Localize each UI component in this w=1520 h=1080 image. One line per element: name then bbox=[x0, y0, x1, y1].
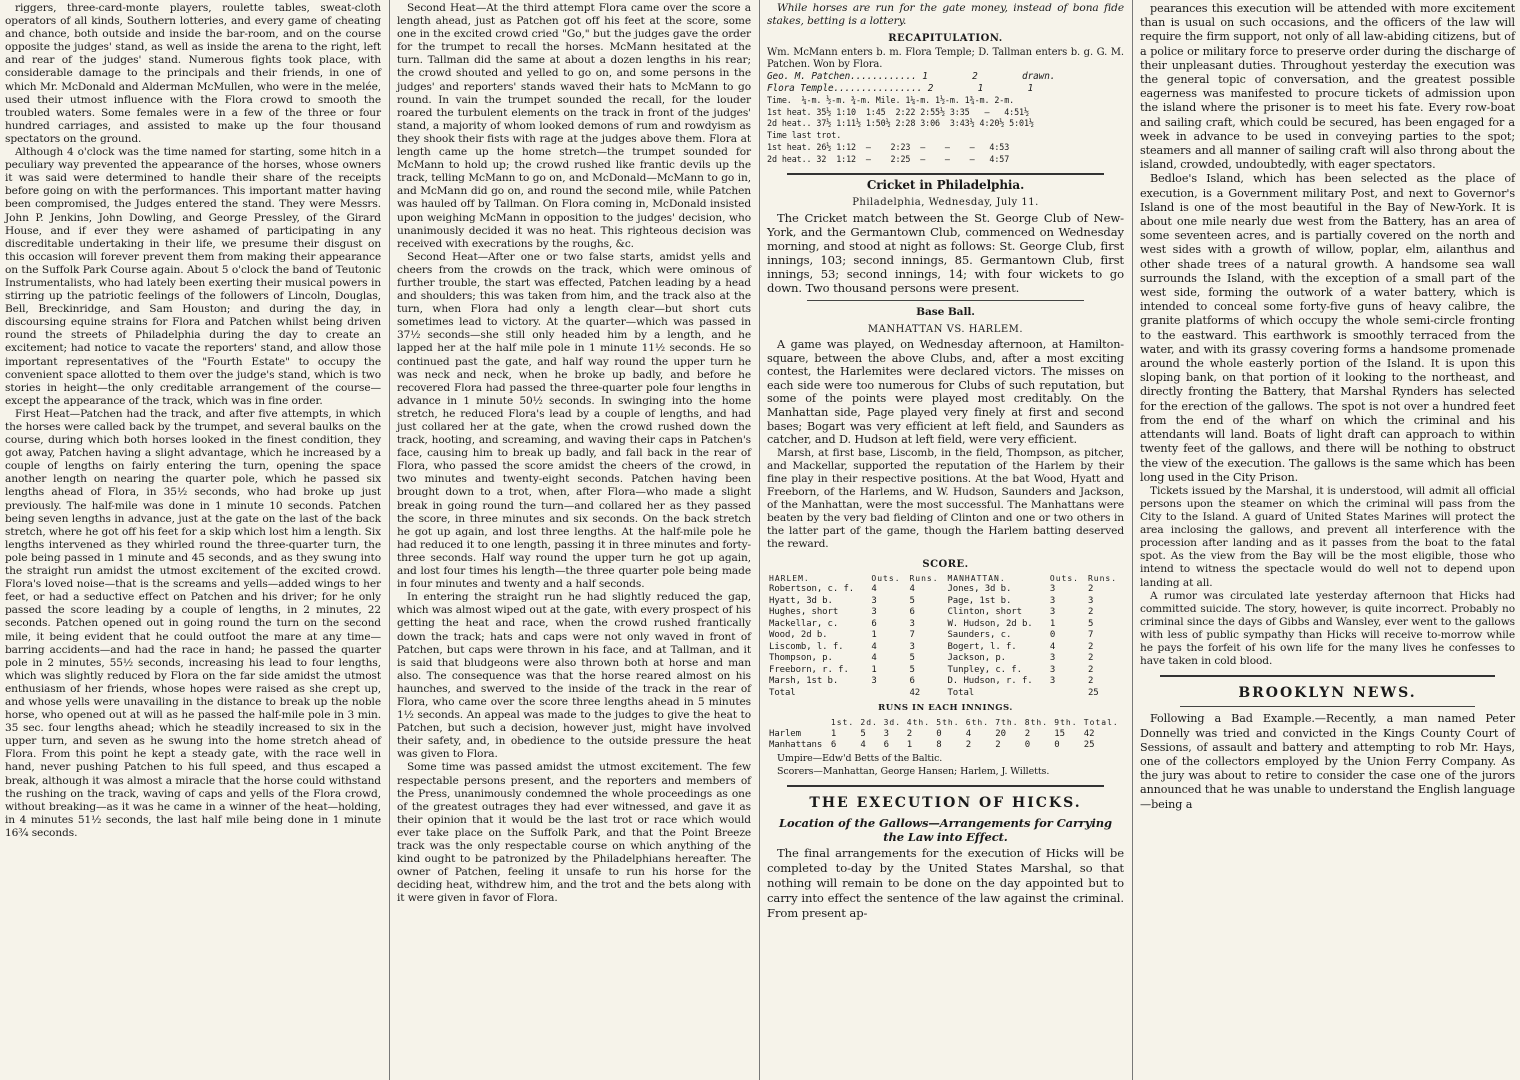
table-cell: 5 bbox=[1087, 618, 1094, 629]
baseball-heading: Base Ball. bbox=[916, 305, 975, 318]
divider bbox=[787, 785, 1104, 787]
scorers-line: Scorers—Manhattan, George Hansen; Harlem, J. Willetts. bbox=[777, 765, 1050, 777]
innings-table bbox=[767, 717, 1124, 752]
recap-row: Flora Temple................ 2 1 1 bbox=[767, 83, 1034, 95]
article-paragraph: Some time was passed amidst the utmost excitement. The few respectable persons present, and the reporters and members of the Press, unanimously condemned the whole proceedings as one of the greatest outrages they had ever witnessed, and gave it as their opinion that it would be the last trot or race which would ever take place on the Suffolk Park, and that the Point Breeze track was the only respectable course on which anything of the kind ought to be patronized by the Philadelphians hereafter. The owner of Patchen, feeling it unsafe to run his horse for the deciding heat, withdrew him, and the trot and the bets along with it were given in favor of Flora. bbox=[397, 761, 751, 905]
umpire-line: Umpire—Edw'd Betts of the Baltic. bbox=[777, 752, 943, 764]
table-cell: 4 bbox=[860, 740, 866, 751]
table-cell: Robertson, c. f. bbox=[769, 584, 855, 595]
table-cell: 3 bbox=[1087, 595, 1094, 606]
table-cell: 25 bbox=[1087, 687, 1099, 698]
table-cell: Tunpley, c. f. bbox=[947, 664, 1022, 675]
baseball-subheading: MANHATTAN VS. HARLEM. bbox=[867, 323, 1024, 335]
table-header-cell: 7th. bbox=[995, 718, 1019, 728]
article-paragraph: Second Heat—After one or two false starts, amidst yells and cheers from the crowds on the track, which were ominous of further trouble, the start was effected, Patchen leading by a head and shoulders; this was taken from him, and the track also at the turn, when Flora had only a length clear—but short cuts sometimes lead to victory. At the quarter—which was passed in 37½ seconds—she still only headed him by a length, and he lapped her at the half mile pole in 1 minute 11½ seconds. He so continued past the gate, and half way round the upper turn he was neck and neck, when he broke up badly, and before he recovered Flora had passed the three-quarter pole four lengths in advance in 1 minute 50½ seconds. In swinging into the home stretch, he reduced Flora's lead by a couple of lengths, and had just collared her at the gate, when the crowd rushed down the track, hooting, and screaming, and waving their caps in Patchen's face, causing him to break up badly, and fall back in the rear of Flora, who passed the score amidst the cheers of the crowd, in two minutes and twenty-eight seconds. Patchen having been brought down to a trot, when, after Flora—who made a slight break in going round the turn—and collared her as they passed the score, in three minutes and six seconds. On the back stretch he got up again, and lost three lengths. At the half-mile pole he had reduced it to one length, passing it in three minutes and forty-three seconds. Half way round the upper turn he got up again, and lost four times his length—the three quarter pole being made in four minutes and twenty and a half seconds. bbox=[397, 250, 751, 591]
table-header-cell: Total. bbox=[1083, 718, 1119, 728]
table-cell: 3 bbox=[883, 728, 889, 739]
table-row bbox=[767, 607, 1124, 619]
table-cell: D. Hudson, r. f. bbox=[947, 676, 1033, 687]
table-cell: Jones, 3d b. bbox=[947, 584, 1012, 595]
table-cell: 20 bbox=[995, 728, 1006, 739]
time-row: 2d heat.. 32 1:12 — 2:25 — — — 4:57 bbox=[767, 153, 1010, 164]
article-paragraph: Tickets issued by the Marshal, it is understood, will admit all official persons upon the steamer on which the criminal will pass from the City to the Island. A guard of United States Marines will protect the area inclosing the gallows, and prevent all interference with the procession after landing and as it passes from the boat to the fatal spot. As the view from the Bay will be the most eligible, those who intend to witness the spectacle would do well not to depend upon landing at all. bbox=[1140, 484, 1515, 589]
table-cell: 1 bbox=[906, 740, 913, 751]
table-row bbox=[767, 740, 1124, 752]
table-cell: Manhattans bbox=[769, 740, 823, 751]
table-cell: 2 bbox=[906, 728, 913, 739]
table-cell: 3 bbox=[1049, 595, 1056, 606]
column-rule bbox=[759, 0, 760, 1080]
column-rule bbox=[1132, 0, 1133, 1080]
table-cell: 2 bbox=[1087, 664, 1094, 675]
table-cell: 1 bbox=[830, 728, 837, 739]
table-cell: 1 bbox=[871, 664, 877, 675]
table-cell: 6 bbox=[883, 740, 889, 751]
time-row: 1st heat. 26½ 1:12 — 2:23 — — — 4:53 bbox=[767, 142, 1010, 153]
innings-table-body bbox=[767, 729, 1124, 752]
article-paragraph: Second Heat—At the third attempt Flora came over the score a length ahead, just as Patchen got off his feet at the score, some one in the excited crowd cried "Go," but the judges gave the order for the trumpet to recall the horses. McMann hesitated at the turn. Tallman did the same at about a dozen lengths in his rear; the crowd shouted and yelled to go on, and some persons in the judges' and reporters' stands waved their hats to McMann to go round. In vain the trumpet sounded the recall, for the louder roared the turbulent elements on the track in front of the judges' stand, a majority of whom looked demons of rum and rowdyism as they shook their fists with rage at the judges above them. Flora at length came up the home stretch—the trumpet sounded for McMann to hold up; the crowd rushed like frantic devils up the track, telling McMann to go on, and McDonald—McMann to go in, and McMann did go on, and round the second mile, while Patchen was hauled off by Tallman. On Flora coming in, McDonald insisted upon weighing McMann in opposition to the judges' decision, who unanimously decided it was no heat. This righteous decision was received with execrations by the roughs, &c. bbox=[397, 2, 751, 250]
table-cell: Marsh, 1st b. bbox=[769, 676, 839, 687]
table-cell: 6 bbox=[830, 740, 837, 751]
table-cell: 2 bbox=[1087, 676, 1094, 687]
table-cell: 2 bbox=[995, 740, 1001, 751]
table-cell: 3 bbox=[1049, 607, 1056, 618]
time-row: Time last trot. bbox=[767, 130, 842, 141]
score-heading: SCORE. bbox=[922, 558, 969, 570]
table-row bbox=[767, 596, 1124, 608]
table-header-cell: MANHATTAN. bbox=[947, 573, 1006, 583]
table-row bbox=[767, 653, 1124, 665]
execution-text: The final arrangements for the execution of Hicks will be completed to-day by the United States Marshal, so that nothing will remain to be done on the day appointed but to carry into effect the sentence of the law against the criminal. From present ap- bbox=[767, 846, 1124, 920]
column-2 bbox=[392, 0, 756, 1080]
table-cell: 5 bbox=[909, 595, 915, 606]
table-cell: 6 bbox=[909, 607, 915, 618]
execution-heading: THE EXECUTION OF HICKS. bbox=[809, 794, 1082, 811]
table-row bbox=[767, 729, 1124, 741]
table-cell bbox=[869, 688, 907, 700]
table-cell: Wood, 2d b. bbox=[769, 630, 828, 641]
divider bbox=[1180, 706, 1475, 707]
brooklyn-heading: BROOKLYN NEWS. bbox=[1238, 685, 1417, 702]
table-cell: 2 bbox=[1024, 728, 1031, 739]
article-paragraph: First Heat—Patchen had the track, and after five attempts, in which the horses were called back by the trumpet, and several baulks on the course, during which both horses looked in the finest condition, they got away, Patchen having a slight advantage, which he increased by a couple of lengths on fairly entering the turn, opening the space another length on nearing the quarter pole, which he passed six lengths ahead of Flora, in 35½ seconds, who had broke up just previously. The half-mile was done in 1 minute 10 seconds. Patchen being seven lengths in advance, just at the gate on the last of the back stretch, where he got off his feet for a skip which lost him a length. Six lengths intervened as they whirled round the three-quarter turn, the pole being passed in 1 minute and 45 seconds, and as they swung into the straight run amidst the utmost excitement of the excited crowd. Flora's loved noise—that is the screams and yells—added wings to her feet, or had a seductive effect on Patchen and his driver; for he only passed the score leading by a couple of lengths, in 2 minutes, 22 seconds. Patchen opened out in going round the turn on the second mile, it being evident that he could outfoot the mare at any time—barring accidents—and had the race in hand; he passed the quarter pole in 2 minutes, 55½ seconds, increasing his lead to four lengths, which was slightly reduced by Flora on the far side amidst the utmost enthusiasm of her friends, whose hopes were raised as she crept up, and whose yells were unavailing in the distance to break up the noble horse, who opened out at will as he passed the half-mile pole in 3 min. 35 sec. four lengths ahead; which he steadily increased to six in the upper turn, and seven as he swung into the home stretch ahead of Flora. From this point he kept a steady gate, with the race well in hand, never pushing Patchen to his full speed, and thus escaped a break, although it was almost a miracle that the horse could withstand the rushing on the track, waving of caps and yells of the Flora crowd, without breaking—as it was he came in a winner of the heat—holding, in 4 minutes 51½ seconds, the last half mile being done in 1 minute 16¾ seconds. bbox=[5, 407, 381, 839]
table-cell: Liscomb, l. f. bbox=[769, 641, 844, 652]
table-header-cell: HARLEM. bbox=[769, 573, 810, 583]
table-row bbox=[767, 619, 1124, 631]
article-paragraph: riggers, three-card-monte players, roulette tables, sweat-cloth operators of all kinds, Southern lotteries, and every game of cheating and chance, both outside and inside the bar-room, and on the course opposite the judges' stand, as well as inside the arena to the right, left and rear of the judges' stand. Numerous fights took place, with considerable damage to the principals and their friends, in one of which Mr. McDonald and Alderman McMullen, who were in the melée, used their utmost influence with the Flora crowd to smooth the troubled waters. Some females were in a few of the three or four hundred carriages, and assisted to make up the four thousand spectators on the ground. bbox=[5, 2, 381, 145]
table-cell: Saunders, c. bbox=[947, 630, 1012, 641]
table-cell: 6 bbox=[871, 618, 877, 629]
table-header-cell: 1st. bbox=[830, 718, 855, 728]
table-cell: 2 bbox=[1087, 653, 1094, 664]
recap-heading: RECAPITULATION. bbox=[888, 33, 1003, 45]
baseball-text: Marsh, at first base, Liscomb, in the field, Thompson, as pitcher, and Mackellar, supported the reputation of the Harlem by their fine play in their respective positions. At the bat Wood, Hyatt and Freeborn, of the Harlems, and W. Hudson, Saunders and Jackson, of the Manhattan, were the most successful. The Manhattans were beaten by the very bad fielding of Clinton and one or two others in the latter part of the game, though the Harlem batting deserved the reward. bbox=[767, 446, 1124, 551]
recap-row: Geo. M. Patchen............ 1 2 drawn. bbox=[767, 71, 1056, 83]
table-cell: 3 bbox=[871, 676, 877, 687]
time-row: 2d heat.. 37½ 1:11½ 1:50½ 2:28 3:06 3:43½ 4:20½ 5:01½ bbox=[767, 118, 1034, 129]
article-paragraph: A rumor was circulated late yesterday afternoon that Hicks had committed suicide. The story, however, is quite incorrect. Probably no criminal since the days of Gibbs and Wansley, ever went to the gallows with less of public sympathy than Hicks will receive to-morrow while he pays the forfeit of his own life for the many lives he confesses to have taken in cold blood. bbox=[1140, 589, 1515, 668]
table-cell: Freeborn, r. f. bbox=[769, 664, 849, 675]
table-cell: 2 bbox=[1087, 584, 1094, 595]
table-cell: 6 bbox=[909, 676, 915, 687]
table-cell: 5 bbox=[909, 664, 915, 675]
time-row: Time. ¼-m. ½-m. ¾-m. Mile. 1¼-m. 1½-m. 1¾-m. 2-m. bbox=[767, 94, 1015, 105]
table-cell: 0 bbox=[1024, 740, 1031, 751]
table-cell: Jackson, p. bbox=[947, 653, 1006, 664]
divider bbox=[1160, 675, 1495, 677]
table-cell: 2 bbox=[1087, 607, 1094, 618]
table-header-cell: 2d. bbox=[860, 718, 878, 728]
table-row bbox=[767, 630, 1124, 642]
table-cell: Clinton, short bbox=[947, 607, 1022, 618]
table-cell: 5 bbox=[860, 728, 866, 739]
article-paragraph: Bedloe's Island, which has been selected as the place of execution, is a Government military Post, and next to Governor's Island is one of the most beautiful in the Bay of New-York. It is about one mile nearly due west from the Battery, has an area of some seventeen acres, and is partially covered on the north and west sides with a growth of willow, poplar, elm, ailanthus and other shade trees of a natural growth. A handsome sea wall surrounds the Island, with the exception of a small part of the west side, forming the outwork of a water battery, which is intended to conceal some forty-five guns of heavy calibre, the granite platforms of which occupy the whole semi-circle fronting to the eastward. This earthwork is smoothly terraced from the water, and with its grassy covering forms a handsome promenade around the whole easterly portion of the Island. It is upon this sloping bank, on that portion of it looking to the northeast, and directly fronting the Battery, that Marshal Rynders has selected for the erection of the gallows. The spot is not over a hundred feet from the end of the wharf on which the criminal and his attendants will land. Boats of light draft can approach to within twenty feet of the gallows, and there will be nothing to obstruct the view of the execution. The gallows is the same which has been long used in the City Prison. bbox=[1140, 172, 1515, 484]
table-cell: 3 bbox=[909, 641, 915, 652]
divider bbox=[807, 300, 1084, 301]
table-cell: Harlem bbox=[769, 728, 801, 739]
table-row bbox=[767, 642, 1124, 654]
time-row: 1st heat. 35½ 1:10 1:45 2:22 2:55½ 3:35 — 4:51½ bbox=[767, 106, 1029, 117]
table-cell: 4 bbox=[871, 653, 877, 664]
innings-table-header bbox=[767, 717, 1124, 729]
baseball-text: A game was played, on Wednesday afternoon, at Hamilton-square, between the above Clubs, and, after a most exciting contest, the Harlemites were declared victors. The misses on each side were too numerous for Clubs of such reputation, but some of the points were played most creditably. On the Manhattan side, Page played very finely at first and second bases; Bogart was very efficient at left field, and Saunders as catcher, and D. Hudson at left field, were very efficient. bbox=[767, 338, 1124, 447]
table-header-cell: Outs. bbox=[1049, 573, 1079, 583]
table-row bbox=[767, 584, 1124, 596]
table-cell: W. Hudson, 2d b. bbox=[947, 618, 1033, 629]
table-cell bbox=[1048, 688, 1086, 700]
table-cell: 3 bbox=[1049, 653, 1056, 664]
table-header-cell: 9th. bbox=[1054, 718, 1078, 728]
table-cell: Total bbox=[769, 687, 796, 698]
table-cell: Hughes, short bbox=[769, 607, 839, 618]
table-cell: 3 bbox=[1049, 664, 1056, 675]
table-cell: 4 bbox=[1049, 641, 1056, 652]
column-4 bbox=[1135, 0, 1520, 1080]
table-header-cell: Outs. bbox=[871, 573, 901, 583]
table-cell: 15 bbox=[1054, 728, 1065, 739]
table-cell: Mackellar, c. bbox=[769, 618, 839, 629]
table-header-cell bbox=[767, 717, 829, 729]
table-cell: 25 bbox=[1083, 740, 1095, 751]
column-rule bbox=[389, 0, 390, 1080]
table-cell: 5 bbox=[909, 653, 915, 664]
brooklyn-text: Following a Bad Example.—Recently, a man named Peter Donnelly was tried and convicted in the Kings County Court of Sessions, of assault and battery and attempting to rob Mr. Hays, one of the collectors employed by the Union Ferry Company. As the jury was about to retire to consider the case one of the jurors announced that he was unable to understand the English language—being a bbox=[1140, 712, 1515, 811]
table-cell: 7 bbox=[1087, 630, 1094, 641]
score-table-header bbox=[767, 573, 1124, 585]
cricket-text: The Cricket match between the St. George Club of New-York, and the Germantown Club, commenced on Wednesday morning, and stood at night as follows: St. George Club, first innings, 103; second innings, 85. Germantown Club, first innings, 53; second innings, 14; with four wickets to go down. Two thousand persons were present. bbox=[767, 210, 1124, 295]
column-3 bbox=[762, 0, 1129, 1080]
article-paragraph: In entering the straight run he had slightly reduced the gap, which was almost wiped out at the gate, with every prospect of his getting the heat and race, when the crowd rushed frantically down the track; hats and caps were not only waved in front of Patchen, but caps were thrown in his face, and at Tallman, and it is said that bludgeons were also thrown both at horse and man also. The consequence was that the horse reared almost on his haunches, and swerved to the inside of the track in the rear of Flora, who came over the score three lengths ahead in 5 minutes 1½ seconds. An appeal was made to the judges to give the heat to Patchen, but such a decision, however just, might have involved their safety, and, in obedience to the outside pressure the heat was given to Flora. bbox=[397, 591, 751, 761]
divider bbox=[787, 173, 1104, 175]
table-cell: 8 bbox=[936, 740, 942, 751]
table-cell: 3 bbox=[1049, 584, 1056, 595]
table-cell: 0 bbox=[936, 728, 942, 739]
table-header-cell: 5th. bbox=[936, 718, 960, 728]
table-cell: Page, 1st b. bbox=[947, 595, 1012, 606]
table-cell: 3 bbox=[871, 595, 877, 606]
table-cell: 1 bbox=[1049, 618, 1056, 629]
table-cell: 2 bbox=[965, 740, 972, 751]
cricket-heading: Cricket in Philadelphia. bbox=[866, 177, 1025, 192]
table-cell: Thompson, p. bbox=[769, 653, 833, 664]
table-cell: 3 bbox=[1049, 676, 1056, 687]
article-paragraph: Although 4 o'clock was the time named for starting, some hitch in a peculiary way prevented the appearance of the horses, whose owners it was said were determined to handle their share of the receipts before going on with the performances. This important matter having been compromised, the Judges entered the stand. They were Messrs. John P. Jenkins, John Dowling, and George Pressley, of the Girard House, and if ever they were ashamed of participating in any discreditable undertaking in their life, we presume their disgust on this occasion will forever prevent them from making their appearance on the Suffolk Park Course again. About 5 o'clock the band of Teutonic Instrumentalists, who had lately been exerting their musical powers in stirring up the patriotic feelings of the followers of Lincoln, Douglas, Bell, Breckinridge, and Sam Houston; and during the day, in discoursing equine strains for Flora and Patchen whilst being driven round the streets of Philadelphia during the day to create an excitement; had notice to vacate the reporters' stand, and allow those important representatives of the "Fourth Estate" to occupy the convenient space allotted to them over the judge's stand, which is two stories in height—the only creditable arrangement of the course—except the appearance of the track, which was in fine order. bbox=[5, 146, 381, 407]
table-cell: 3 bbox=[909, 618, 915, 629]
recap-entry: Wm. McMann enters b. m. Flora Temple; D. Tallman enters b. g. G. M. Patchen. Won by Flora. bbox=[767, 47, 1124, 71]
innings-heading: RUNS IN EACH INNINGS. bbox=[878, 703, 1013, 714]
table-row bbox=[767, 676, 1124, 688]
column-1 bbox=[0, 0, 386, 1080]
table-row bbox=[767, 665, 1124, 677]
article-paragraph: pearances this execution will be attended with more excitement than is usual on such occasions, and the officers of the law will require the firm support, not only of all law-abiding citizens, but of a police or military force to preserve order during the discharge of their unpleasant duties. Throughout yesterday the execution was the general topic of conversation, and the greatest possible eagerness was manifested to procure tickets of admission upon the island where the prisoner is to meet his fate. Every row-boat and sailing craft, which could be secured, has been engaged for a week in advance to be used in conveying parties to the spot; steamers and all manner of sailing craft will also throng about the island, crowded, undoubtedly, with eager spectators. bbox=[1140, 2, 1515, 172]
table-header-cell: 6th. bbox=[965, 718, 990, 728]
table-cell: Bogert, l. f. bbox=[947, 641, 1017, 652]
table-cell: 7 bbox=[909, 630, 915, 641]
table-header-cell: Runs. bbox=[909, 573, 939, 583]
table-cell: 0 bbox=[1049, 630, 1056, 641]
execution-subheading: Location of the Gallows—Arrangements for Carrying the Law into Effect. bbox=[779, 816, 1112, 844]
table-header-cell: 4th. bbox=[906, 718, 931, 728]
table-cell: 4 bbox=[965, 728, 972, 739]
table-cell: 42 bbox=[1083, 728, 1095, 739]
table-cell: 1 bbox=[871, 630, 877, 641]
score-table bbox=[767, 573, 1124, 700]
score-table-body bbox=[767, 584, 1124, 699]
table-cell: 42 bbox=[909, 687, 921, 698]
table-cell: 4 bbox=[871, 584, 877, 595]
table-cell: 0 bbox=[1054, 740, 1060, 751]
table-header-cell: Runs. bbox=[1087, 573, 1118, 583]
table-cell: 4 bbox=[909, 584, 915, 595]
table-header-cell: 8th. bbox=[1024, 718, 1049, 728]
table-cell: 2 bbox=[1087, 641, 1094, 652]
cricket-dateline: Philadelphia, Wednesday, July 11. bbox=[852, 196, 1039, 208]
table-cell: Total bbox=[947, 687, 975, 698]
table-cell: Hyatt, 3d b. bbox=[769, 595, 833, 606]
table-cell: 4 bbox=[871, 641, 877, 652]
article-paragraph: While horses are run for the gate money, instead of bona fide stakes, betting is a lottery. bbox=[767, 2, 1124, 28]
table-row bbox=[767, 688, 1124, 700]
table-header-cell: 3d. bbox=[883, 718, 902, 728]
table-cell: 3 bbox=[871, 607, 877, 618]
